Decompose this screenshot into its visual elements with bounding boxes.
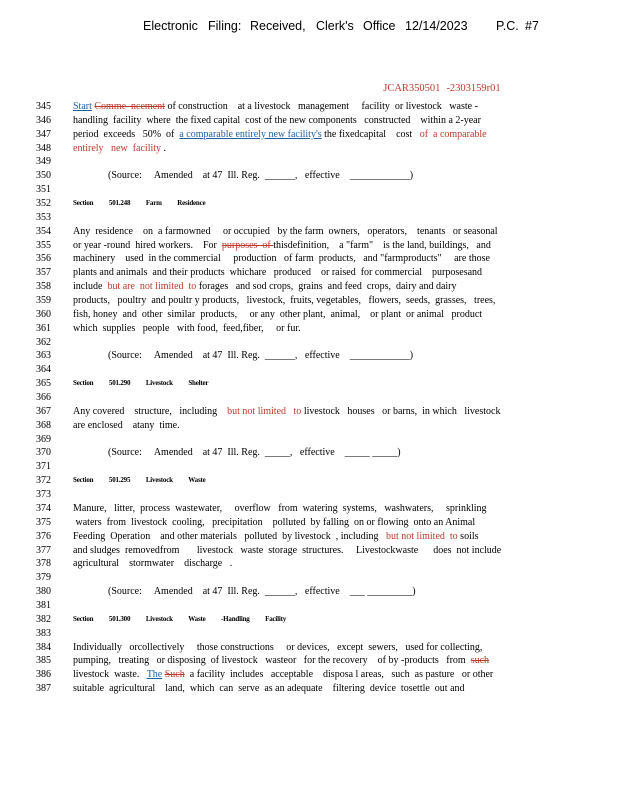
document-line [0, 197, 618, 211]
line-text [73, 128, 538, 142]
text-segment: soils [457, 530, 479, 542]
text-segment: include [73, 281, 108, 293]
document-line [0, 474, 618, 488]
amended-text: but are not limited to [107, 281, 197, 293]
document-line [0, 682, 618, 696]
document-line [0, 349, 618, 363]
document-line [0, 571, 618, 585]
document-line [0, 280, 618, 294]
document-number: -2303159r01 [446, 83, 501, 94]
document-line [0, 599, 618, 613]
text-segment: Section 501.295 Livestock Waste [73, 476, 206, 485]
header-pc: P.C. [496, 19, 519, 33]
line-number: 378 [36, 558, 51, 570]
text-segment: which supplies people with food, feed,fiber, or fur. [73, 322, 301, 334]
line-number: 359 [36, 295, 51, 307]
document-line [0, 654, 618, 668]
line-number: 347 [36, 128, 51, 140]
line-text [73, 266, 538, 280]
line-text [73, 530, 538, 544]
struck-text: such [470, 655, 490, 667]
header-received: Received, [250, 19, 306, 33]
document-line [0, 169, 618, 183]
line-number: 384 [36, 641, 51, 653]
document-line [0, 419, 618, 433]
line-number: 387 [36, 683, 51, 695]
document-line [0, 460, 618, 474]
document-line [0, 668, 618, 682]
line-number: 381 [36, 599, 51, 611]
text-segment: a facility includes acceptable disposa l areas, such as pasture or other [184, 669, 494, 681]
line-number: 345 [36, 101, 51, 112]
text-segment: handling facility where the fixed capital cost of the new components constructed within a 2-year [73, 114, 481, 126]
document-line [0, 322, 618, 336]
text-segment: products, poultry and poultr y products, livestock, fruits, vegetables, flowers, seeds, grasses, trees, [73, 295, 496, 307]
text-segment: (Source: Amended at 47 Ill. Reg. ______, effective ____________) [108, 170, 414, 182]
line-text [73, 557, 538, 571]
document-line [0, 433, 618, 447]
line-number: 372 [36, 475, 51, 487]
line-text [73, 544, 538, 558]
line-number: 365 [36, 378, 51, 390]
document-line [0, 225, 618, 239]
line-text [73, 308, 538, 322]
line-number: 377 [36, 544, 51, 556]
amended-text: but not limited to [227, 405, 302, 417]
line-text [73, 280, 538, 294]
text-segment: . [161, 142, 167, 154]
inserted-text: Start [73, 101, 92, 112]
line-number: 367 [36, 405, 51, 417]
document-line [0, 530, 618, 544]
line-number: 353 [36, 211, 51, 223]
document-line [0, 252, 618, 266]
line-text [73, 294, 538, 308]
document-line [0, 142, 618, 156]
header-clerks: Clerk's [316, 19, 354, 33]
line-text [108, 446, 538, 460]
amended-text: of a comparable [419, 128, 487, 140]
line-number: 376 [36, 530, 51, 542]
header-filing: Filing: [208, 19, 242, 33]
document-line [0, 114, 618, 128]
line-number: 356 [36, 253, 51, 265]
line-number: 374 [36, 502, 51, 514]
line-number: 369 [36, 433, 51, 445]
document-line [0, 557, 618, 571]
text-segment: suitable agricultural land, which can serve as an adequate filtering device tosettle out and [73, 683, 465, 695]
line-text [73, 322, 538, 336]
text-segment: Any covered structure, including [73, 405, 228, 417]
line-text [73, 252, 538, 266]
line-text [73, 142, 538, 156]
text-segment: Section 501.248 Farm Residence [73, 199, 206, 208]
text-segment: or year -round hired workers. For [73, 239, 222, 251]
line-text [108, 349, 538, 363]
line-number: 351 [36, 184, 51, 196]
document-line [0, 211, 618, 225]
text-segment: Any residence on a farmowned or occupied by the farm owners, operators, tenants or seasonal [73, 225, 498, 237]
document-line [0, 128, 618, 142]
text-segment: thisdefinition, a "farm" is the land, buildings, and [273, 239, 491, 251]
text-segment: plants and animals and their products whichare produced or raised for commercial purposesand [73, 267, 483, 279]
document-line [0, 336, 618, 350]
document-line [0, 266, 618, 280]
line-number: 348 [36, 142, 51, 154]
line-number: 370 [36, 447, 51, 459]
text-segment: (Source: Amended at 47 Ill. Reg. ______, effective ___ _________) [108, 586, 416, 598]
text-segment: Individually orcollectively those constructions or devices, except sewers, used for collecting, [73, 641, 483, 653]
text-segment: the fixedcapital cost [321, 128, 420, 140]
line-text [73, 654, 538, 668]
text-segment: fish, honey and other similar products, or any other plant, animal, or plant or animal product [73, 308, 483, 320]
text-segment: machinery used in the commercial production of farm products, and "farmproducts" are those [73, 253, 490, 265]
line-text [73, 641, 538, 655]
document-line [0, 641, 618, 655]
document-code: JCAR350501 [383, 83, 441, 94]
document-line [0, 516, 618, 530]
header-date: 12/14/2023 [405, 19, 468, 33]
document-line [0, 308, 618, 322]
text-segment: livestock waste. [73, 669, 147, 681]
document-id [378, 72, 507, 94]
document-line [0, 183, 618, 197]
text-segment: forages and sod crops, grains and feed crops, dairy and dairy [196, 281, 457, 293]
document-line [0, 544, 618, 558]
text-segment: Section 501.290 Livestock Shelter [73, 379, 209, 388]
document-line [0, 446, 618, 460]
document-line [0, 405, 618, 419]
line-number: 349 [36, 156, 51, 168]
line-number: 358 [36, 281, 51, 293]
document-line [0, 613, 618, 627]
amended-text: but not limited to [386, 530, 458, 542]
document-line [0, 488, 618, 502]
line-number: 352 [36, 198, 51, 210]
document-line [0, 585, 618, 599]
line-number: 361 [36, 322, 51, 334]
document-body [0, 100, 618, 696]
line-number: 355 [36, 239, 51, 251]
header-electronic: Electronic [143, 19, 198, 33]
line-number: 382 [36, 613, 51, 625]
line-number: 366 [36, 392, 51, 404]
line-number: 357 [36, 267, 51, 279]
line-text [108, 169, 538, 183]
line-number: 346 [36, 114, 51, 126]
struck-text: Comme ncement [94, 101, 165, 112]
section-heading [73, 474, 538, 488]
text-segment: (Source: Amended at 47 Ill. Reg. _____, effective _____ _____) [108, 447, 401, 459]
text-segment: and sludges removedfrom livestock waste storage structures. Livestockwaste does not include [73, 544, 502, 556]
section-heading [73, 197, 538, 211]
text-segment: Section 501.300 Livestock Waste -Handling Facility [73, 614, 287, 623]
text-segment: (Source: Amended at 47 Ill. Reg. ______, effective ____________) [108, 350, 414, 362]
line-text [73, 114, 538, 128]
amended-text: entirely new facility [73, 142, 162, 154]
line-number: 363 [36, 350, 51, 362]
filing-header [0, 19, 618, 35]
line-number: 380 [36, 586, 51, 598]
document-line [0, 100, 618, 114]
text-segment: pumping, treating or disposing of livestock wasteor for the recovery of by -products from [73, 655, 471, 667]
text-segment: waters from livestock cooling, precipitation polluted by falling on or flowing onto an Animal [73, 516, 476, 528]
text-segment: livestock houses or barns, in which livestock [301, 405, 501, 417]
line-number: 373 [36, 489, 51, 501]
document-line [0, 377, 618, 391]
line-text [73, 419, 538, 433]
line-number: 350 [36, 170, 51, 182]
line-text [73, 239, 538, 253]
line-number: 385 [36, 655, 51, 667]
line-number: 371 [36, 461, 51, 473]
line-number: 383 [36, 627, 51, 639]
line-number: 368 [36, 419, 51, 431]
struck-text: purposes of [221, 239, 274, 251]
document-line [0, 502, 618, 516]
text-segment: agricultural stormwater discharge . [73, 558, 233, 570]
header-pc-number: #7 [525, 19, 539, 33]
line-text [73, 668, 538, 682]
text-segment: are enclosed atany time. [73, 419, 180, 431]
document-line [0, 627, 618, 641]
line-text [73, 405, 538, 419]
text-segment: period exceeds 50% of [73, 128, 180, 140]
document-line [0, 363, 618, 377]
text-segment: Feeding Operation and other materials polluted by livestock , including [73, 530, 386, 542]
line-text [73, 682, 538, 696]
inserted-text: The [146, 669, 163, 681]
line-number: 375 [36, 516, 51, 528]
document-line [0, 294, 618, 308]
document-line [0, 155, 618, 169]
line-text [73, 100, 538, 114]
document-line [0, 391, 618, 405]
line-number: 362 [36, 336, 51, 348]
line-number: 360 [36, 308, 51, 320]
line-text [73, 502, 538, 516]
text-segment: Manure, litter, process wastewater, overflow from watering systems, washwaters, sprinkling [73, 502, 487, 514]
line-number: 386 [36, 669, 51, 681]
text-segment: of construction at a livestock management facility or livestock waste - [164, 101, 478, 112]
inserted-text: a comparable entirely new facility's [179, 128, 322, 140]
line-number: 364 [36, 364, 51, 376]
section-heading [73, 613, 538, 627]
line-text [73, 225, 538, 239]
line-text [73, 516, 538, 530]
document-line [0, 239, 618, 253]
line-number: 379 [36, 572, 51, 584]
header-office: Office [363, 19, 396, 33]
section-heading [73, 377, 538, 391]
struck-text: Such [164, 669, 185, 681]
line-number: 354 [36, 225, 51, 237]
line-text [108, 585, 538, 599]
